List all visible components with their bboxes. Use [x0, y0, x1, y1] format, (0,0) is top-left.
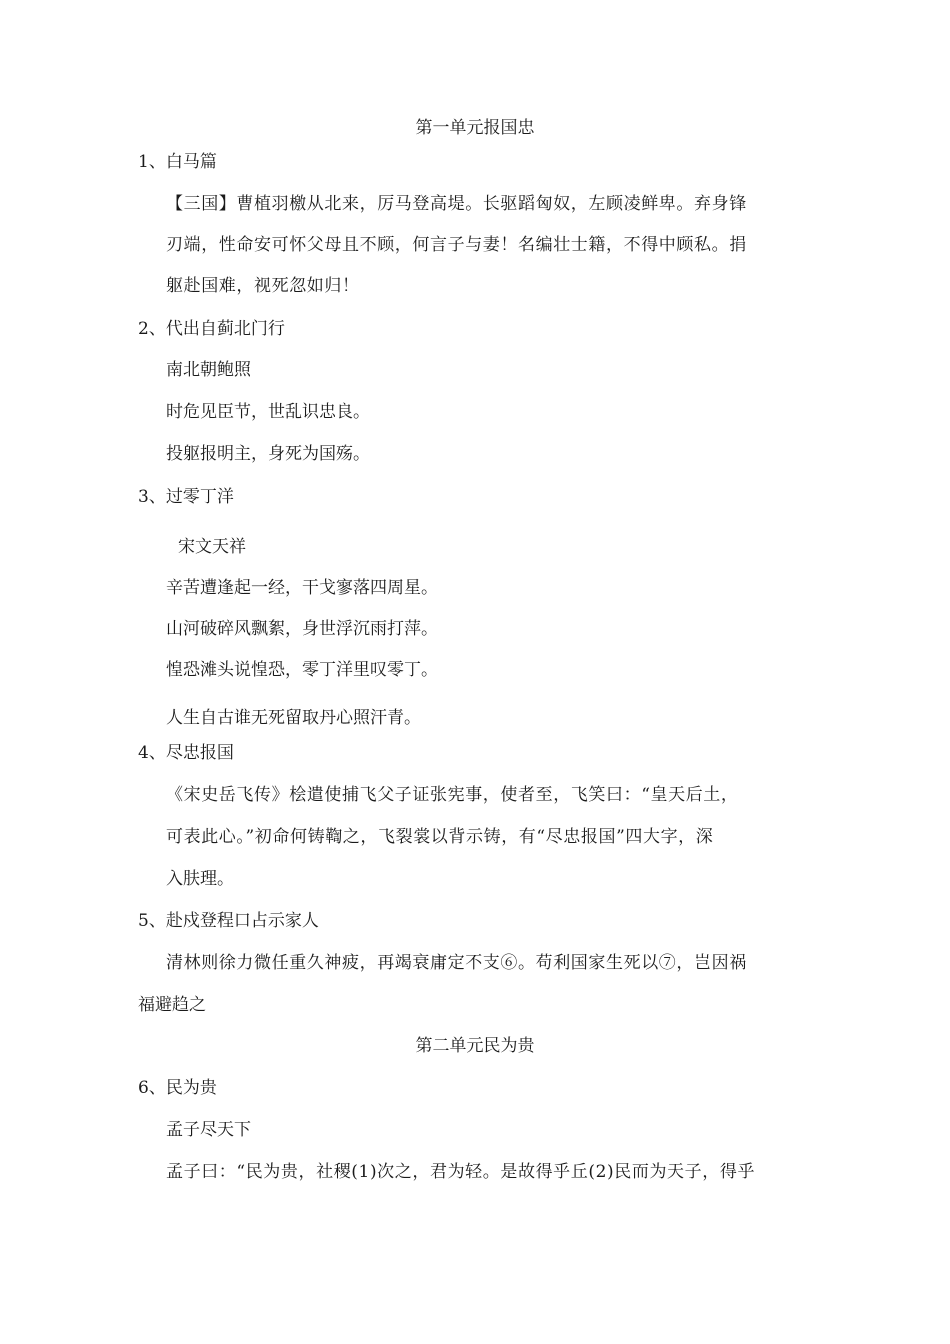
- item4-line-1: 《宋史岳飞传》桧遣使捕飞父子证张宪事，使者至，飞笑曰：“皇天后土，: [166, 785, 739, 805]
- unit1-title: 第一单元报国忠: [415, 118, 535, 138]
- item6-line-1: 孟子曰：“民为贵，社稷(1)次之，君为轻。是故得乎丘(2)民而为天子，得乎: [166, 1162, 756, 1182]
- item3-line-1: 辛苦遭逢起一经，干戈寥落四周星。: [166, 578, 438, 598]
- item3-line-2: 山河破碎风飘絮，身世浮沉雨打萍。: [166, 619, 438, 639]
- item5-line-2: 福避趋之: [138, 995, 206, 1015]
- item4-heading: 4、尽忠报国: [138, 743, 234, 763]
- unit2-title: 第二单元民为贵: [415, 1036, 535, 1056]
- item3-line-4: 人生自古谁无死留取丹心照汗青。: [166, 708, 421, 728]
- item3-heading: 3、过零丁洋: [138, 487, 234, 507]
- item4-line-3: 入肤理。: [166, 869, 234, 889]
- item2-line-1: 时危见臣节，世乱识忠良。: [166, 402, 370, 422]
- item1-line-1: 【三国】曹植羽檄从北来，厉马登高堤。长驱蹈匈奴，左顾凌鲜卑。弃身锋: [166, 194, 747, 214]
- item1-line-2: 刃端，性命安可怀父母且不顾，何言子与妻！名编壮士籍，不得中顾私。捐: [166, 235, 747, 255]
- item6-heading: 6、民为贵: [138, 1078, 217, 1098]
- item5-line-1: 清林则徐力微任重久神疲，再竭衰庸定不支⑥。苟利国家生死以⑦，岂因祸: [166, 953, 747, 973]
- item2-heading: 2、代出自蓟北门行: [138, 319, 285, 339]
- item4-line-2: 可表此心。”初命何铸鞫之，飞裂裳以背示铸，有“尽忠报国”四大字，深: [166, 827, 714, 847]
- item1-line-3: 躯赴国难，视死忽如归！: [166, 276, 360, 296]
- item3-author: 宋文天祥: [178, 537, 246, 557]
- item2-line-2: 投躯报明主，身死为国殇。: [166, 444, 370, 464]
- item3-line-3: 惶恐滩头说惶恐，零丁洋里叹零丁。: [166, 660, 438, 680]
- item6-author: 孟子尽天下: [166, 1120, 251, 1140]
- item5-heading: 5、赴戍登程口占示家人: [138, 911, 319, 931]
- item1-heading: 1、白马篇: [138, 152, 217, 172]
- item2-author: 南北朝鲍照: [166, 360, 251, 380]
